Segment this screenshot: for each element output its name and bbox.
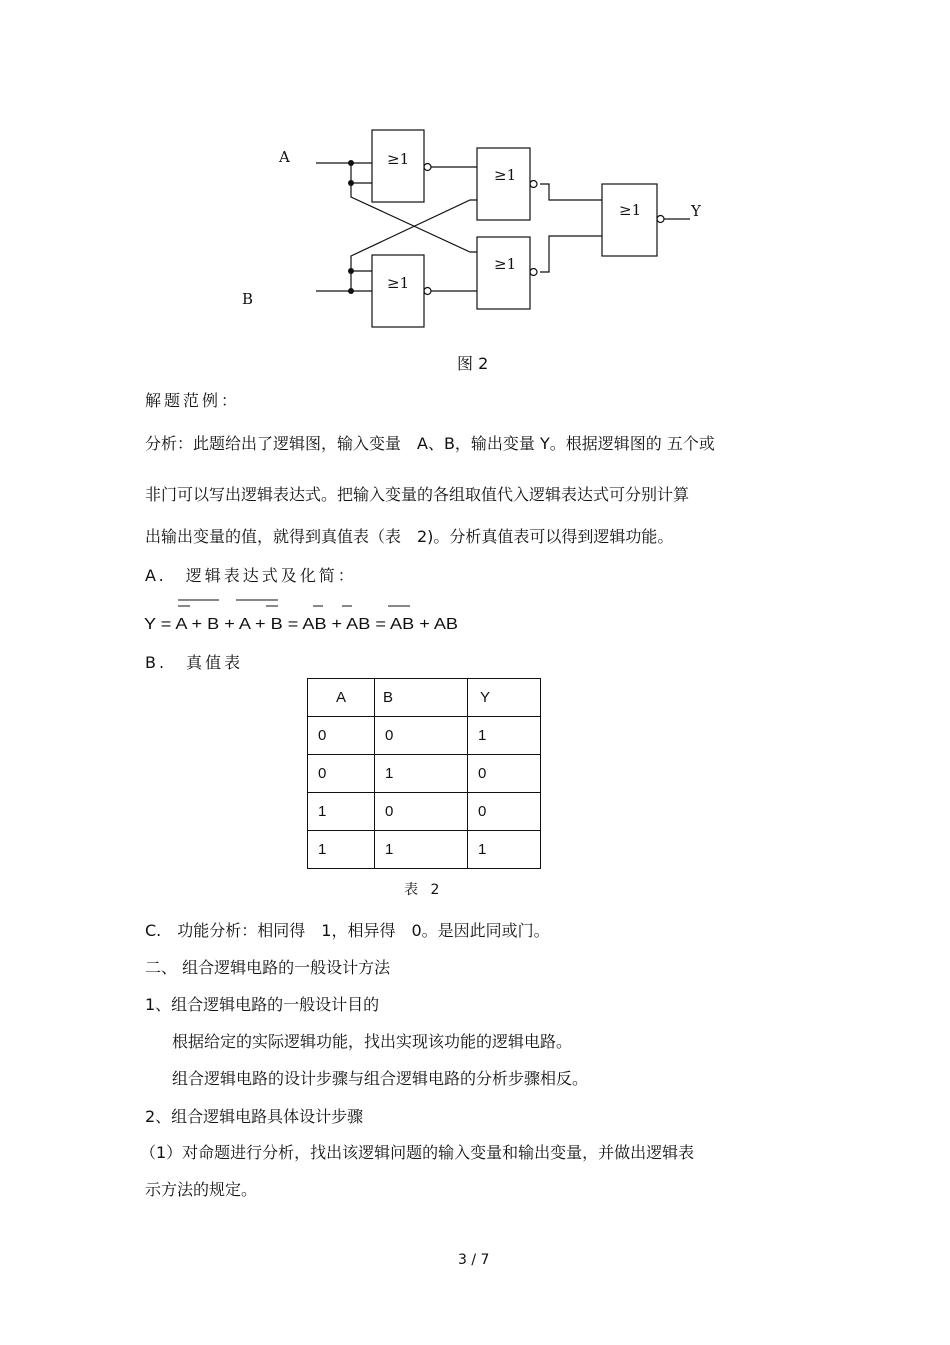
table-cell: 0 <box>468 793 541 831</box>
analysis-line-3: 出输出变量的值，就得到真值表（表 2)。分析真值表可以得到逻辑功能。 <box>145 527 674 546</box>
header-a: A <box>308 679 375 717</box>
table-cell: 0 <box>375 717 468 755</box>
gate-4-symbol: ≥1 <box>494 255 517 273</box>
table-cell: 1 <box>308 831 375 869</box>
subsection-1-paragraph-1: 根据给定的实际逻辑功能，找出实现该功能的逻辑电路。 <box>172 1032 573 1051</box>
logic-formula <box>140 596 470 636</box>
table-caption: 表 2 <box>404 882 444 898</box>
table-cell: 1 <box>308 793 375 831</box>
analysis-line-1: 分析：此题给出了逻辑图，输入变量 A、B，输出变量 Y。根据逻辑图的 五个或 <box>145 434 715 453</box>
example-heading: 解题范例： <box>145 391 241 410</box>
table-row <box>308 755 541 793</box>
page-number: 3 / 7 <box>458 1252 490 1268</box>
figure-caption: 图 2 <box>457 354 489 373</box>
table-row <box>308 793 541 831</box>
subsection-1-title: 1、组合逻辑电路的一般设计目的 <box>145 995 380 1014</box>
input-a-label: A <box>279 148 290 166</box>
table-cell: 0 <box>375 793 468 831</box>
logic-circuit-diagram <box>0 0 950 340</box>
section-2-title: 二、 组合逻辑电路的一般设计方法 <box>145 958 391 977</box>
table-cell: 1 <box>375 831 468 869</box>
step-b: B. 真值表 <box>145 653 244 672</box>
table-cell: 0 <box>308 717 375 755</box>
gate-1-symbol: ≥1 <box>387 150 410 168</box>
gate-3-symbol: ≥1 <box>494 166 517 184</box>
table-cell: 1 <box>468 831 541 869</box>
table-cell: 1 <box>468 717 541 755</box>
table-cell: 0 <box>468 755 541 793</box>
subsection-2-title: 2、组合逻辑电路具体设计步骤 <box>145 1107 364 1126</box>
truth-table <box>307 678 541 869</box>
subsection-2-paragraph-line-1: （1）对命题进行分析，找出该逻辑问题的输入变量和输出变量，并做出逻辑表 <box>140 1143 695 1162</box>
header-y: Y <box>468 679 541 717</box>
input-b-label: B <box>242 290 254 308</box>
subsection-2-paragraph-line-2: 示方法的规定。 <box>145 1180 258 1199</box>
gate-5-symbol: ≥1 <box>619 201 642 219</box>
table-row <box>308 717 541 755</box>
analysis-line-2: 非门可以写出逻辑表达式。把输入变量的各组取值代入逻辑表达式可分别计算 <box>145 485 690 504</box>
header-b: B <box>375 679 468 717</box>
formula-text: Y = A + B + A + B = AB + AB = AB + AB <box>144 616 458 633</box>
table-header-row <box>308 679 541 717</box>
table-row <box>308 831 541 869</box>
table-cell: 0 <box>308 755 375 793</box>
nor-gate-5 <box>602 184 657 256</box>
step-c: C. 功能分析：相同得 1，相异得 0。是因此同或门。 <box>145 921 550 940</box>
nor-gate-3 <box>477 148 530 220</box>
subsection-1-paragraph-2: 组合逻辑电路的设计步骤与组合逻辑电路的分析步骤相反。 <box>172 1069 589 1088</box>
output-y-label: Y <box>691 202 701 220</box>
step-a: A. 逻辑表达式及化简： <box>145 566 357 585</box>
gate-2-symbol: ≥1 <box>387 274 410 292</box>
nor-gate-4 <box>477 237 530 309</box>
table-cell: 1 <box>375 755 468 793</box>
